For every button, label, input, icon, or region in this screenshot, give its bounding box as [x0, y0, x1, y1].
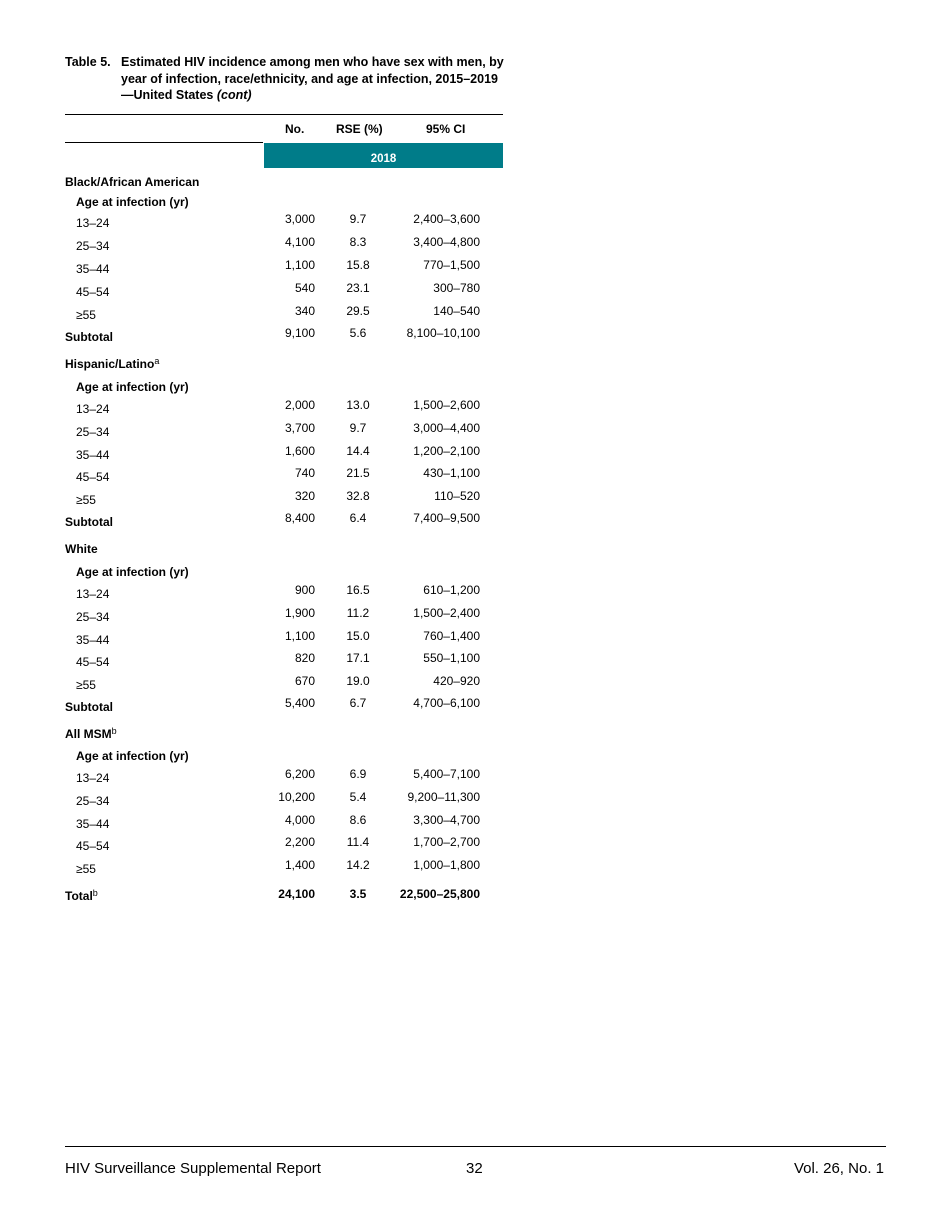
column-header-ci: 95% CI	[426, 122, 466, 136]
cell-number: 1,100	[284, 629, 315, 643]
table-row	[65, 722, 505, 742]
row-label-text: Hispanic/Latino	[65, 357, 155, 371]
table-row	[65, 444, 505, 464]
cell-rse: 14.2	[346, 858, 370, 872]
cell-ci: 1,700–2,700	[413, 835, 480, 849]
cell-ci: 550–1,100	[423, 651, 480, 665]
row-label	[65, 542, 98, 556]
row-label-text: Age at infection (yr)	[76, 565, 189, 579]
table-row	[65, 790, 505, 810]
cell-number: 900	[294, 583, 315, 597]
row-label	[76, 195, 189, 209]
cell-ci: 430–1,100	[423, 466, 480, 480]
footer-rule	[65, 1146, 886, 1147]
cell-rse: 29.5	[346, 304, 370, 318]
row-label	[65, 356, 159, 371]
year-band: 2018	[264, 143, 503, 168]
cell-rse: 5.6	[349, 326, 367, 340]
row-label	[65, 515, 113, 529]
row-label	[76, 216, 109, 230]
row-label	[76, 493, 96, 507]
table-row	[65, 858, 505, 878]
table-row	[65, 561, 505, 581]
row-label	[76, 470, 109, 484]
table-row	[65, 884, 505, 904]
cell-number: 670	[294, 674, 315, 688]
table-row	[65, 304, 505, 324]
row-label-text: Black/African American	[65, 175, 200, 189]
cell-number: 1,900	[284, 606, 315, 620]
row-label-text: ≥55	[76, 862, 96, 876]
cell-ci: 610–1,200	[423, 583, 480, 597]
cell-number: 5,400	[284, 696, 315, 710]
cell-rse: 32.8	[346, 489, 370, 503]
cell-number: 8,400	[284, 511, 315, 525]
row-label-text: Total	[65, 889, 93, 903]
cell-rse: 8.6	[349, 813, 367, 827]
table-row	[65, 281, 505, 301]
cell-rse: 6.4	[349, 511, 367, 525]
row-label	[65, 700, 113, 714]
table-caption	[65, 54, 505, 104]
cell-number: 340	[294, 304, 315, 318]
table-row	[65, 813, 505, 833]
cell-number: 10,200	[278, 790, 315, 804]
table-row	[65, 745, 505, 765]
table-row	[65, 489, 505, 509]
row-label	[76, 239, 109, 253]
table-row	[65, 835, 505, 855]
table-row	[65, 511, 505, 531]
row-label	[76, 308, 96, 322]
table-row	[65, 421, 505, 441]
cell-number: 1,600	[284, 444, 315, 458]
table-row	[65, 674, 505, 694]
table-top-rule	[65, 114, 503, 115]
row-label-text: Age at infection (yr)	[76, 749, 189, 763]
row-label-text: 25–34	[76, 794, 110, 808]
cell-ci: 110–520	[434, 489, 480, 503]
table-row	[65, 352, 505, 372]
row-label-text: Subtotal	[65, 700, 113, 714]
row-label	[76, 633, 109, 647]
table-row	[65, 606, 505, 626]
row-label-text: 35–44	[76, 817, 110, 831]
cell-rse: 9.7	[349, 212, 367, 226]
row-label	[76, 678, 96, 692]
row-label-text: Age at infection (yr)	[76, 195, 189, 209]
row-label	[76, 565, 189, 579]
column-header-no: No.	[285, 122, 305, 136]
row-label-text: 45–54	[76, 285, 110, 299]
footer-volume: Vol. 26, No. 1	[793, 1160, 884, 1177]
row-label-text: 13–24	[76, 402, 110, 416]
row-label	[76, 839, 109, 853]
row-label-text: ≥55	[76, 493, 96, 507]
row-label-text: 13–24	[76, 587, 110, 601]
cell-number: 4,100	[284, 235, 315, 249]
cell-ci: 9,200–11,300	[407, 790, 480, 804]
table-title: Estimated HIV incidence among men who have sex with men, by year of infection, race/ethnicity, and age at infection, 2015–2019—United States	[121, 55, 504, 102]
cell-number: 9,100	[284, 326, 315, 340]
cell-number: 2,000	[284, 398, 315, 412]
cell-rse: 15.0	[346, 629, 370, 643]
table-row	[65, 376, 505, 396]
footnote-marker: b	[92, 888, 98, 898]
row-label-text: ≥55	[76, 308, 96, 322]
cell-ci: 3,400–4,800	[413, 235, 480, 249]
table-row	[65, 767, 505, 787]
row-label-text: 45–54	[76, 470, 110, 484]
cell-ci: 140–540	[433, 304, 480, 318]
row-label-text: 35–44	[76, 448, 110, 462]
row-label-text: Subtotal	[65, 515, 113, 529]
row-label	[76, 448, 109, 462]
row-label-text: White	[65, 542, 98, 556]
cell-rse: 14.4	[346, 444, 370, 458]
row-label-text: ≥55	[76, 678, 96, 692]
row-label-text: 25–34	[76, 610, 110, 624]
cell-ci: 8,100–10,100	[406, 326, 480, 340]
row-label	[76, 285, 109, 299]
cell-number: 540	[294, 281, 315, 295]
cell-number: 3,700	[284, 421, 315, 435]
cell-rse: 21.5	[346, 466, 370, 480]
row-label	[76, 749, 189, 763]
table-row	[65, 629, 505, 649]
table-row	[65, 326, 505, 346]
row-label-text: All MSM	[65, 727, 112, 741]
cell-rse: 3.5	[349, 887, 367, 901]
footnote-marker: a	[154, 356, 160, 366]
row-label	[65, 330, 113, 344]
cell-ci: 5,400–7,100	[413, 767, 480, 781]
table-row	[65, 171, 505, 191]
row-label	[76, 262, 109, 276]
cell-ci: 1,500–2,400	[413, 606, 480, 620]
cell-number: 320	[294, 489, 315, 503]
cell-number: 3,000	[284, 212, 315, 226]
table-row	[65, 583, 505, 603]
cell-rse: 8.3	[349, 235, 367, 249]
cell-ci: 2,400–3,600	[413, 212, 480, 226]
cell-number: 24,100	[278, 887, 315, 901]
cell-rse: 19.0	[346, 674, 370, 688]
cell-number: 6,200	[284, 767, 315, 781]
table-row	[65, 212, 505, 232]
cell-rse: 11.4	[346, 835, 370, 849]
cell-rse: 6.7	[349, 696, 367, 710]
cell-number: 820	[294, 651, 315, 665]
cell-ci: 3,000–4,400	[413, 421, 480, 435]
row-label-text: Subtotal	[65, 330, 113, 344]
cell-rse: 11.2	[346, 606, 370, 620]
cell-rse: 23.1	[346, 281, 370, 295]
cell-ci: 22,500–25,800	[399, 887, 480, 901]
cell-ci: 770–1,500	[423, 258, 480, 272]
cell-ci: 1,500–2,600	[413, 398, 480, 412]
row-label-text: 35–44	[76, 262, 110, 276]
table-number: Table 5.	[65, 55, 111, 69]
row-label-text: 25–34	[76, 239, 110, 253]
cell-ci: 760–1,400	[423, 629, 480, 643]
cell-ci: 7,400–9,500	[413, 511, 480, 525]
footnote-marker: b	[111, 726, 117, 736]
table-row	[65, 258, 505, 278]
cell-rse: 17.1	[346, 651, 370, 665]
table-continued-label: (cont)	[216, 88, 252, 102]
row-label-text: 13–24	[76, 771, 110, 785]
cell-rse: 9.7	[349, 421, 367, 435]
cell-rse: 16.5	[346, 583, 370, 597]
header-rule	[65, 142, 263, 143]
cell-number: 4,000	[284, 813, 315, 827]
row-label	[76, 771, 109, 785]
cell-number: 1,100	[284, 258, 315, 272]
row-label-text: 45–54	[76, 839, 110, 853]
row-label	[65, 175, 199, 189]
cell-ci: 1,000–1,800	[413, 858, 480, 872]
row-label	[65, 726, 117, 741]
cell-ci: 3,300–4,700	[413, 813, 480, 827]
cell-ci: 420–920	[433, 674, 480, 688]
cell-number: 740	[294, 466, 315, 480]
table-row	[65, 466, 505, 486]
table-row	[65, 398, 505, 418]
row-label-text: Age at infection (yr)	[76, 380, 189, 394]
cell-number: 2,200	[284, 835, 315, 849]
row-label	[65, 888, 98, 903]
cell-rse: 5.4	[349, 790, 367, 804]
footer-report-title: HIV Surveillance Supplemental Report	[65, 1160, 321, 1177]
row-label	[76, 655, 109, 669]
row-label	[76, 862, 96, 876]
row-label	[76, 610, 109, 624]
table-row	[65, 538, 505, 558]
footer-page-number: 32	[466, 1160, 483, 1177]
row-label-text: 35–44	[76, 633, 110, 647]
table-row	[65, 651, 505, 671]
table-row	[65, 696, 505, 716]
cell-ci: 4,700–6,100	[413, 696, 480, 710]
cell-ci: 300–780	[433, 281, 480, 295]
row-label	[76, 402, 109, 416]
row-label	[76, 794, 109, 808]
column-header-rse: RSE (%)	[336, 122, 383, 136]
row-label	[76, 587, 109, 601]
cell-ci: 1,200–2,100	[413, 444, 480, 458]
table-row	[65, 191, 505, 211]
table-row	[65, 235, 505, 255]
row-label-text: 45–54	[76, 655, 110, 669]
row-label	[76, 817, 109, 831]
cell-number: 1,400	[284, 858, 315, 872]
row-label-text: 13–24	[76, 216, 110, 230]
row-label-text: 25–34	[76, 425, 110, 439]
row-label	[76, 380, 189, 394]
cell-rse: 13.0	[346, 398, 370, 412]
row-label	[76, 425, 109, 439]
cell-rse: 15.8	[346, 258, 370, 272]
cell-rse: 6.9	[349, 767, 367, 781]
